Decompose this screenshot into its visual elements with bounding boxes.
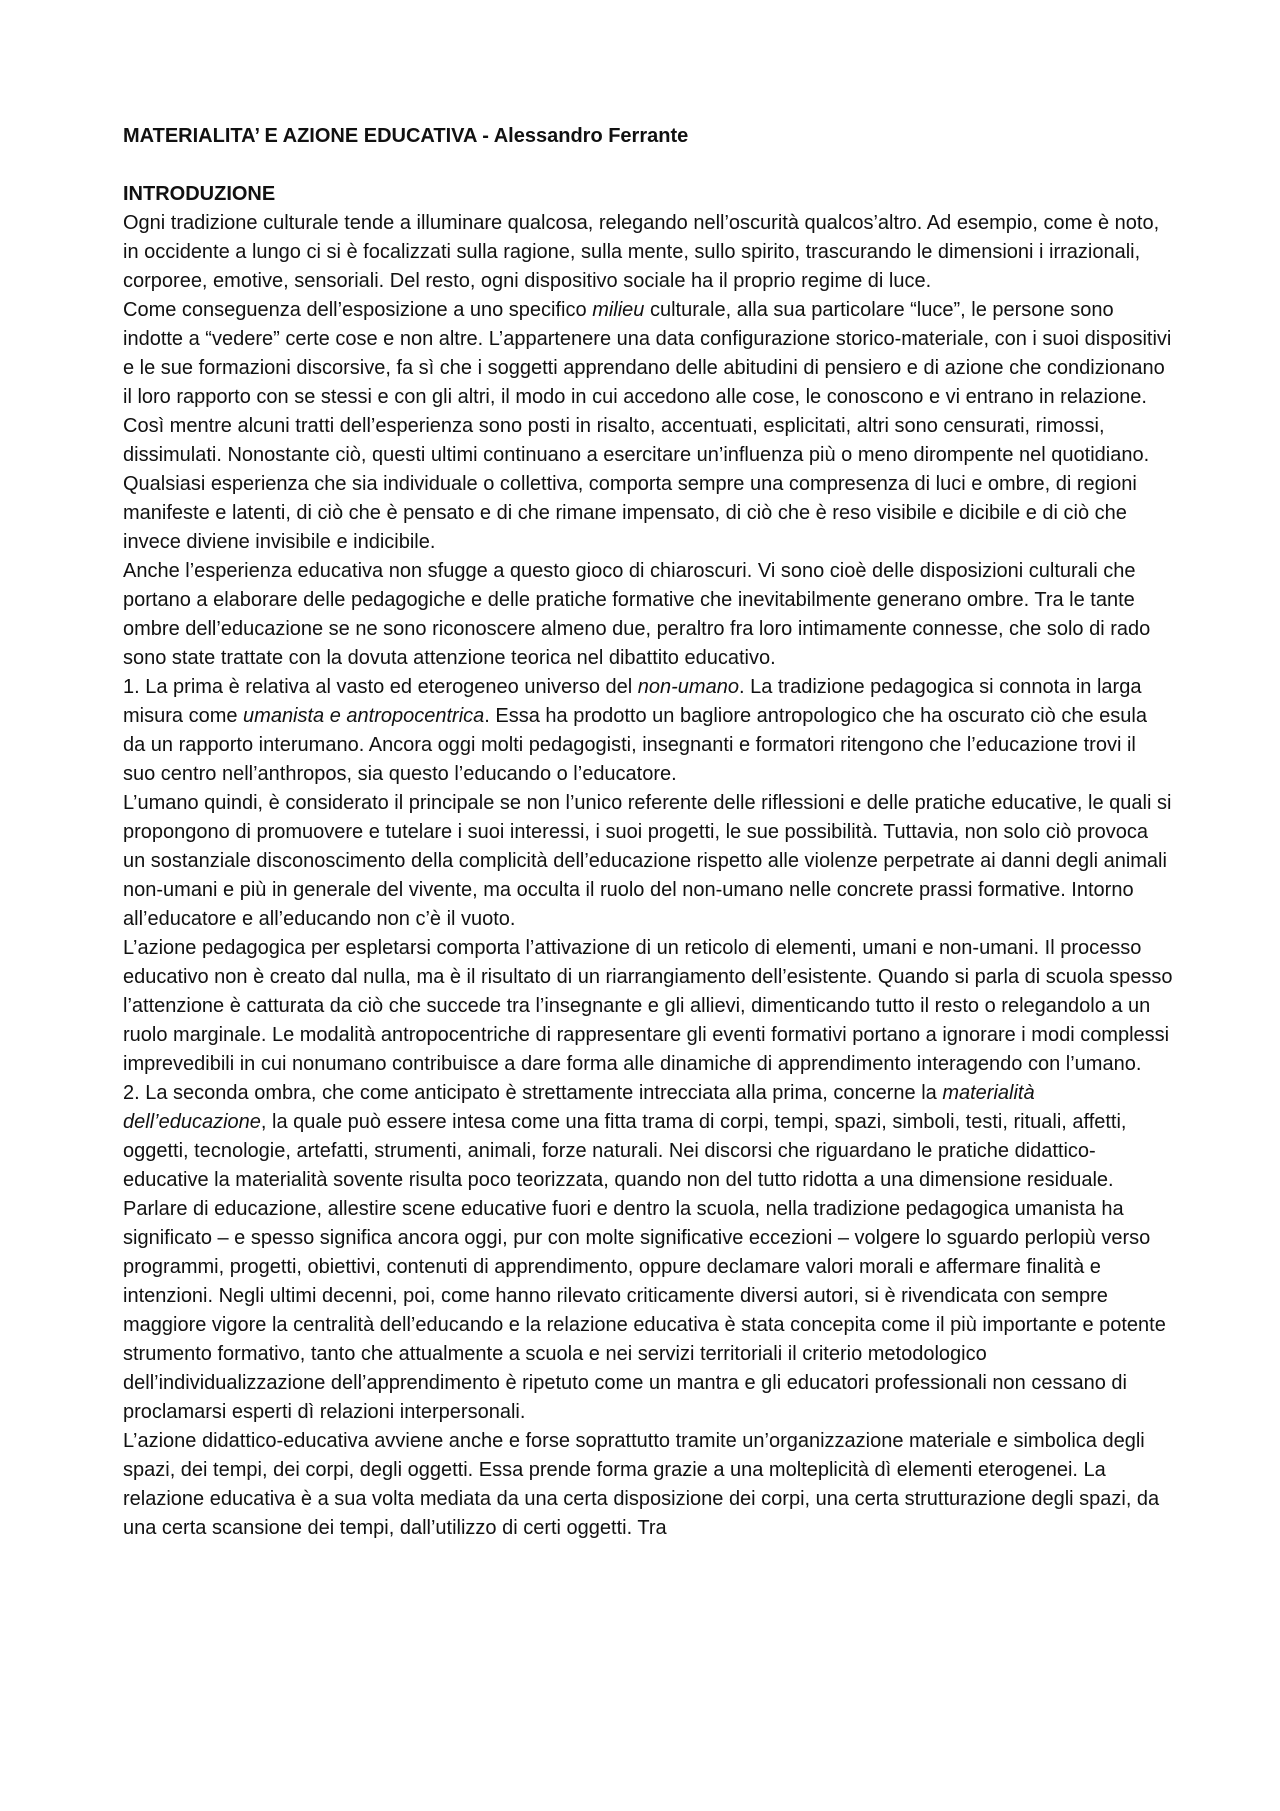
italic-text: umanista e antropocentrica: [243, 705, 485, 727]
paragraph: [123, 789, 1173, 934]
document-page: [123, 122, 1173, 1543]
paragraph-text: L’azione didattico-educativa avviene anche e forse soprattutto tramite un’organizzazione materiale e simbolica degli spazi, dei tempi, dei corpi, degli oggetti. Essa prende forma grazie a una molteplicità dì elementi eterogenei. La relazione educativa è a sua volta mediata da una certa disposizione dei corpi, una certa strutturazione degli spazi, da una certa scansione dei tempi, dall’utilizzo di certi oggetti. Tra: [123, 1430, 1160, 1539]
paragraph-text: . Essa ha prodotto un bagliore antropologico che ha oscurato ciò che esula da un rapporto interumano. Ancora oggi molti pedagogisti, insegnanti e formatori ritengono che l’educazione trovi il suo centro nell’anthropos, sia questo l’educando o l’educatore.: [123, 705, 1147, 785]
paragraph: [123, 296, 1173, 557]
paragraph-text: . La tradizione pedagogica si connota in larga misura come: [123, 676, 1142, 727]
section-heading: INTRODUZIONE: [123, 183, 276, 205]
document-title: MATERIALITA’ E AZIONE EDUCATIVA - Alessandro Ferrante: [123, 125, 689, 147]
paragraph-text: Anche l’esperienza educativa non sfugge a questo gioco di chiaroscuri. Vi sono cioè delle disposizioni culturali che portano a elaborare delle pedagogiche e delle pratiche formative che inevitabilmente generano ombre. Tra le tante ombre dell’educazione se ne sono riconoscere almeno due, peraltro fra loro intimamente connesse, che solo di rado sono state trattate con la dovuta attenzione teorica nel dibattito educativo.: [123, 560, 1151, 669]
paragraph-text: L’azione pedagogica per espletarsi comporta l’attivazione di un reticolo di elementi, umani e non-umani. Il processo educativo non è creato dal nulla, ma è il risultato di un riarrangiamento dell’esistente. Quando si parla di scuola spesso l’attenzione è catturata da ciò che succede tra l’insegnante e gli allievi, dimenticando tutto il resto o relegandolo a un ruolo marginale. Le modalità antropocentriche di rappresentare gli eventi formativi portano a ignorare i modi complessi imprevedibili in cui nonumano contribuisce a dare forma alle dinamiche di apprendimento interagendo con l’umano.: [123, 937, 1173, 1075]
paragraph-text: Ogni tradizione culturale tende a illuminare qualcosa, relegando nell’oscurità qualcos’altro. Ad esempio, come è noto, in occidente a lungo ci si è focalizzati sulla ragione, sulla mente, sullo spirito, trascurando le dimensioni i irrazionali, corporee, emotive, sensoriali. Del resto, ogni dispositivo sociale ha il proprio regime di luce.: [123, 212, 1160, 292]
body-text: [123, 209, 1173, 1543]
paragraph: [123, 1427, 1173, 1543]
paragraph-text: Parlare di educazione, allestire scene educative fuori e dentro la scuola, nella tradizione pedagogica umanista ha significato – e spesso significa ancora oggi, pur con molte significative eccezioni – volgere lo sguardo perlopiù verso programmi, progetti, obiettivi, contenuti di apprendimento, oppure declamare valori morali e affermare finalità e intenzioni. Negli ultimi decenni, poi, come hanno rilevato criticamente diversi autori, si è rivendicata con sempre maggiore vigore la centralità dell’educando e la relazione educativa è stata concepita come il più importante e potente strumento formativo, tanto che attualmente a scuola e nei servizi territoriali il criterio metodologico dell’individualizzazione dell’apprendimento è ripetuto come un mantra e gli educatori professionali non cessano di proclamarsi esperti dì relazioni interpersonali.: [123, 1198, 1166, 1423]
paragraph-text: L’umano quindi, è considerato il principale se non l’unico referente delle riflessioni e delle pratiche educative, le quali si propongono di promuovere e tutelare i suoi interessi, i suoi progetti, le sue possibilità. Tuttavia, non solo ciò provoca un sostanziale disconoscimento della complicità dell’educazione rispetto alle violenze perpetrate ai danni degli animali non-umani e più in generale del vivente, ma occulta il ruolo del non-umano nelle concrete prassi formative. Intorno all’educatore e all’educando non c’è il vuoto.: [123, 792, 1172, 930]
paragraph-text: 2. La seconda ombra, che come anticipato è strettamente intrecciata alla prima, concerne la: [123, 1082, 943, 1104]
paragraph: [123, 1079, 1173, 1195]
italic-text: milieu: [592, 299, 645, 321]
italic-text: materialità dell’educazione: [123, 1082, 1035, 1133]
paragraph: [123, 673, 1173, 789]
italic-text: non-umano: [637, 676, 739, 698]
paragraph: [123, 1195, 1173, 1427]
paragraph-text: , la quale può essere intesa come una fitta trama di corpi, tempi, spazi, simboli, testi, rituali, affetti, oggetti, tecnologie, artefatti, strumenti, animali, forze naturali. Nei discorsi che riguardano le pratiche didattico-educative la materialità sovente risulta poco teorizzata, quando non del tutto ridotta a una dimensione residuale.: [123, 1111, 1127, 1191]
blank-line: [123, 151, 1173, 180]
paragraph-text: Come conseguenza dell’esposizione a uno specifico: [123, 299, 593, 321]
paragraph: [123, 557, 1173, 673]
paragraph-text: culturale, alla sua particolare “luce”, le persone sono indotte a “vedere” certe cose e non altre. L’appartenere una data configurazione storico-materiale, con i suoi dispositivi e le sue formazioni discorsive, fa sì che i soggetti apprendano delle abitudini di pensiero e di azione che condizionano il loro rapporto con se stessi e con gli altri, il modo in cui accedono alle cose, le conoscono e vi entrano in relazione. Così mentre alcuni tratti dell’esperienza sono posti in risalto, accentuati, esplicitati, altri sono censurati, rimossi, dissimulati. Nonostante ciò, questi ultimi continuano a esercitare un’influenza più o meno dirompente nel quotidiano. Qualsiasi esperienza che sia individuale o collettiva, comporta sempre una compresenza di luci e ombre, di regioni manifeste e latenti, di ciò che è pensato e di che rimane impensato, di ciò che è reso visibile e dicibile e di ciò che invece diviene invisibile e indicibile.: [123, 299, 1172, 553]
paragraph: [123, 209, 1173, 296]
paragraph: [123, 934, 1173, 1079]
paragraph-text: 1. La prima è relativa al vasto ed eterogeneo universo del: [123, 676, 638, 698]
